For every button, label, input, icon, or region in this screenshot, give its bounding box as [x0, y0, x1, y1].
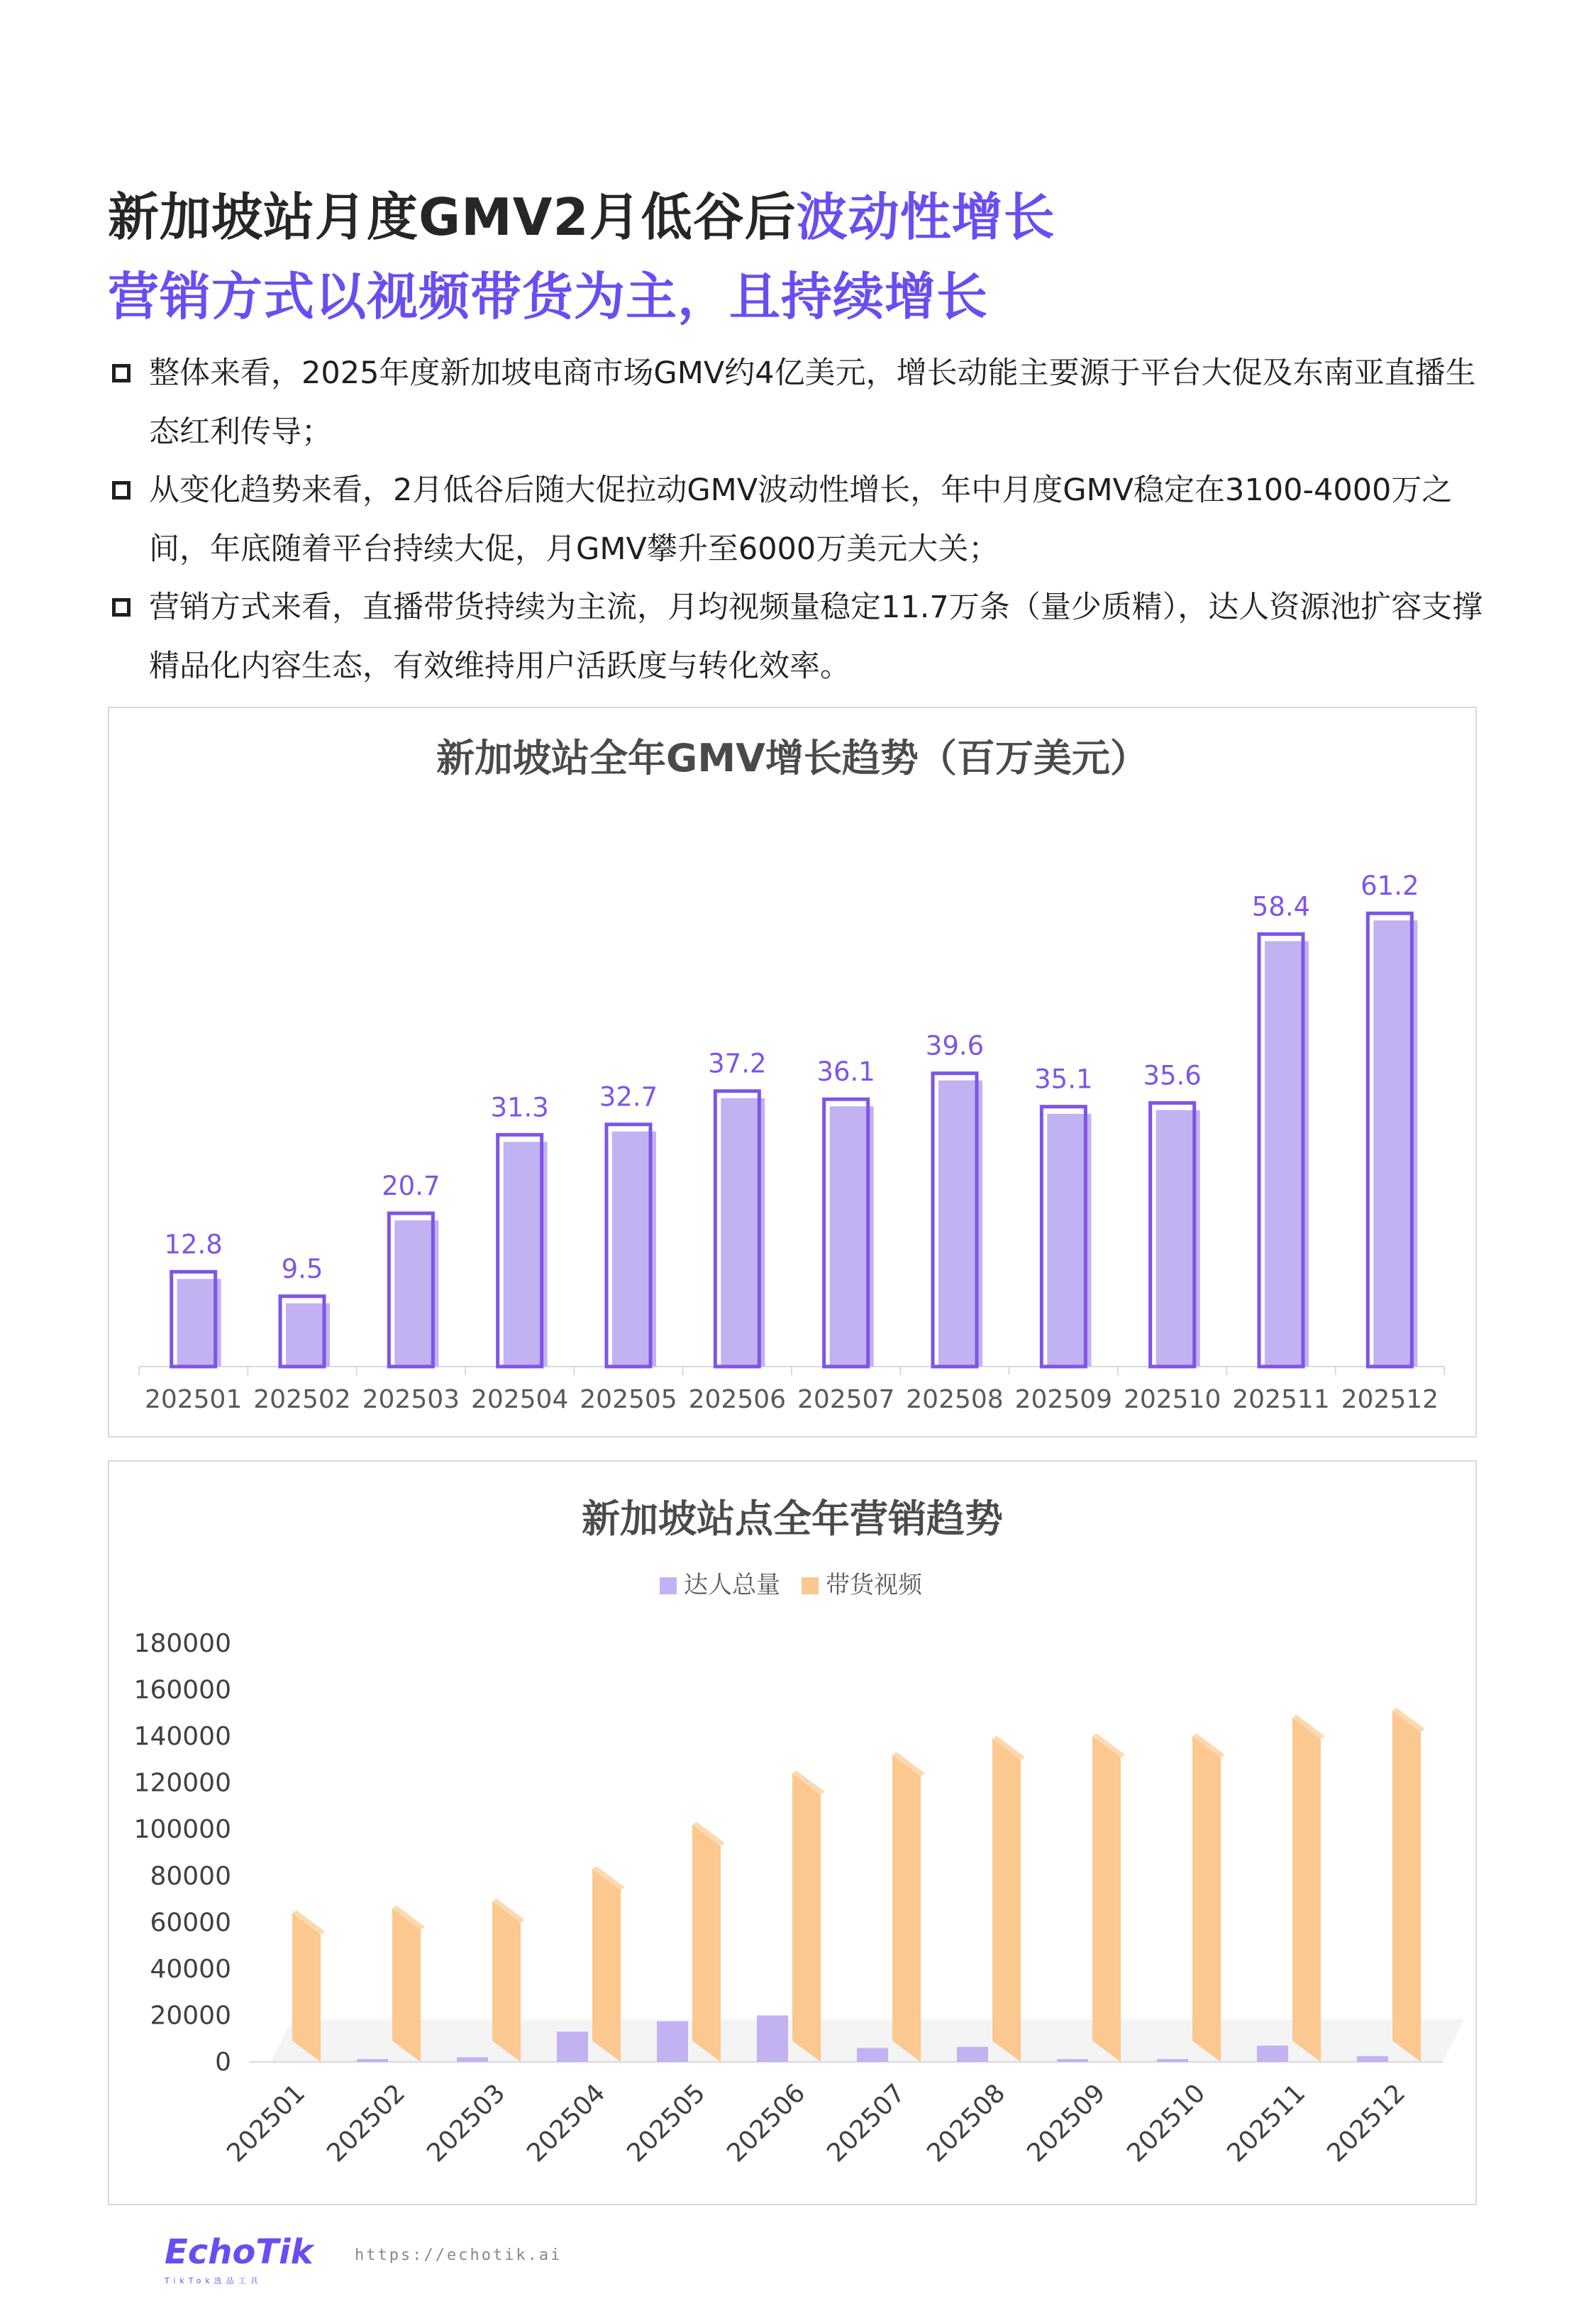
creator-bar: [857, 2048, 888, 2062]
bullet-text: 整体来看，2025年度新加坡电商市场GMV约4亿美元，增长动能主要源于平台大促及东南亚直播生态红利传导；: [149, 355, 1476, 450]
echotik-logo: EchoTik: [165, 2232, 314, 2272]
gmv-data-label: 20.7: [382, 1170, 440, 1201]
gmv-category-label: 202505: [580, 1385, 677, 1414]
gmv-data-label: 39.6: [925, 1030, 985, 1061]
creator-bar: [1157, 2059, 1188, 2062]
video-bar: [1292, 1718, 1321, 2062]
y-tick-label: 80000: [150, 1861, 231, 1891]
footer-url[interactable]: https://echotik.ai: [355, 2246, 563, 2264]
video-bar: [992, 1738, 1021, 2062]
gmv-category-label: 202512: [1341, 1385, 1439, 1414]
marketing-category-label: 202506: [721, 2078, 811, 2168]
video-bar: [692, 1825, 721, 2062]
creator-bar: [357, 2059, 388, 2062]
video-bar: [1392, 1711, 1421, 2062]
video-bar: [492, 1902, 521, 2062]
square-bullet-icon: [112, 364, 131, 382]
title-main-text: 新加坡站月度GMV2月低谷后: [108, 187, 797, 247]
gmv-chart-panel: [108, 707, 1477, 1438]
video-bar: [392, 1909, 421, 2062]
creator-bar: [1357, 2056, 1388, 2062]
y-tick-label: 100000: [133, 1815, 231, 1845]
creator-bar: [557, 2031, 588, 2062]
gmv-category-label: 202507: [797, 1385, 895, 1414]
y-tick-label: 120000: [133, 1768, 231, 1798]
marketing-category-label: 202502: [321, 2078, 411, 2168]
marketing-category-label: 202507: [821, 2078, 911, 2168]
square-bullet-icon: [112, 598, 131, 617]
video-bar: [292, 1913, 321, 2062]
marketing-category-label: 202501: [221, 2078, 311, 2168]
gmv-category-label: 202506: [688, 1385, 787, 1414]
creator-bar: [757, 2015, 788, 2062]
bullet-text: 从变化趋势来看，2月低谷后随大促拉动GMV波动性增长，年中月度GMV稳定在3100-4000万之间，年底随着平台持续大促，月GMV攀升至6000万美元大关；: [149, 473, 1453, 567]
legend-label-series-2: 带货视频: [826, 1571, 922, 1599]
video-bar: [892, 1755, 921, 2062]
creator-bar: [657, 2021, 688, 2062]
creator-bar: [457, 2057, 488, 2062]
marketing-category-label: 202509: [1021, 2078, 1112, 2168]
gmv-data-label: 36.1: [816, 1057, 875, 1088]
gmv-data-label: 12.8: [164, 1229, 223, 1260]
marketing-chart-title: 新加坡站点全年营销趋势: [582, 1496, 1003, 1541]
chart-legend: [660, 1571, 923, 1599]
y-tick-label: 160000: [133, 1675, 231, 1705]
marketing-category-label: 202512: [1321, 2078, 1412, 2168]
page-title-line-1: [108, 176, 1055, 250]
marketing-category-label: 202508: [921, 2078, 1012, 2168]
video-bar: [792, 1774, 821, 2062]
legend-swatch-orange: [802, 1577, 819, 1594]
gmv-data-label: 32.7: [599, 1081, 658, 1113]
bullet-item: [108, 578, 1498, 696]
gmv-data-label: 9.5: [281, 1253, 323, 1284]
bullet-item: [108, 344, 1498, 462]
page-title-line-2: 营销方式以视频带货为主，且持续增长: [108, 267, 989, 326]
gmv-data-label: 37.2: [708, 1048, 767, 1079]
marketing-category-label: 202505: [621, 2078, 711, 2168]
marketing-category-label: 202504: [521, 2078, 611, 2168]
marketing-chart-panel: [108, 1460, 1477, 2205]
gmv-category-label: 202510: [1123, 1385, 1221, 1414]
gmv-category-label: 202511: [1232, 1385, 1330, 1414]
marketing-category-label: 202511: [1221, 2078, 1312, 2168]
marketing-bar-chart: [109, 1462, 1475, 2204]
y-tick-label: 0: [215, 2048, 231, 2077]
bullet-item: [108, 461, 1498, 579]
echotik-tagline: TikTok选品工具: [165, 2276, 262, 2285]
marketing-category-label: 202503: [421, 2078, 511, 2168]
gmv-category-label: 202502: [253, 1385, 351, 1414]
gmv-data-label: 58.4: [1251, 891, 1311, 922]
gmv-chart-title: 新加坡站全年GMV增长趋势（百万美元）: [436, 736, 1148, 780]
creator-bar: [957, 2047, 988, 2062]
y-tick-label: 180000: [133, 1629, 231, 1658]
creator-bar: [1257, 2046, 1288, 2062]
y-tick-label: 20000: [150, 2001, 231, 2031]
creator-bar: [1057, 2059, 1088, 2062]
gmv-data-label: 61.2: [1361, 871, 1419, 902]
gmv-category-label: 202501: [144, 1385, 243, 1414]
gmv-data-label: 31.3: [490, 1092, 549, 1123]
gmv-category-label: 202509: [1014, 1385, 1113, 1414]
y-tick-label: 60000: [150, 1908, 231, 1938]
video-bar: [1092, 1736, 1121, 2062]
video-bar: [592, 1869, 621, 2062]
gmv-bar-chart: [109, 708, 1475, 1436]
gmv-category-label: 202504: [470, 1385, 569, 1414]
legend-swatch-purple: [660, 1577, 677, 1594]
video-bar: [1192, 1736, 1221, 2062]
y-tick-label: 40000: [150, 1954, 231, 1984]
y-tick-label: 140000: [133, 1722, 231, 1752]
title-highlight-text: 波动性增长: [796, 187, 1055, 247]
gmv-data-label: 35.6: [1143, 1060, 1202, 1091]
marketing-category-label: 202510: [1121, 2078, 1212, 2168]
bullet-text: 营销方式来看，直播带货持续为主流，月均视频量稳定11.7万条（量少质精），达人资源池扩容支撑精品化内容生态，有效维持用户活跃度与转化效率。: [149, 590, 1483, 684]
legend-label-series-1: 达人总量: [684, 1571, 780, 1599]
gmv-category-label: 202508: [906, 1385, 1004, 1414]
gmv-category-label: 202503: [362, 1385, 460, 1414]
gmv-data-label: 35.1: [1034, 1064, 1093, 1095]
square-bullet-icon: [112, 481, 131, 500]
